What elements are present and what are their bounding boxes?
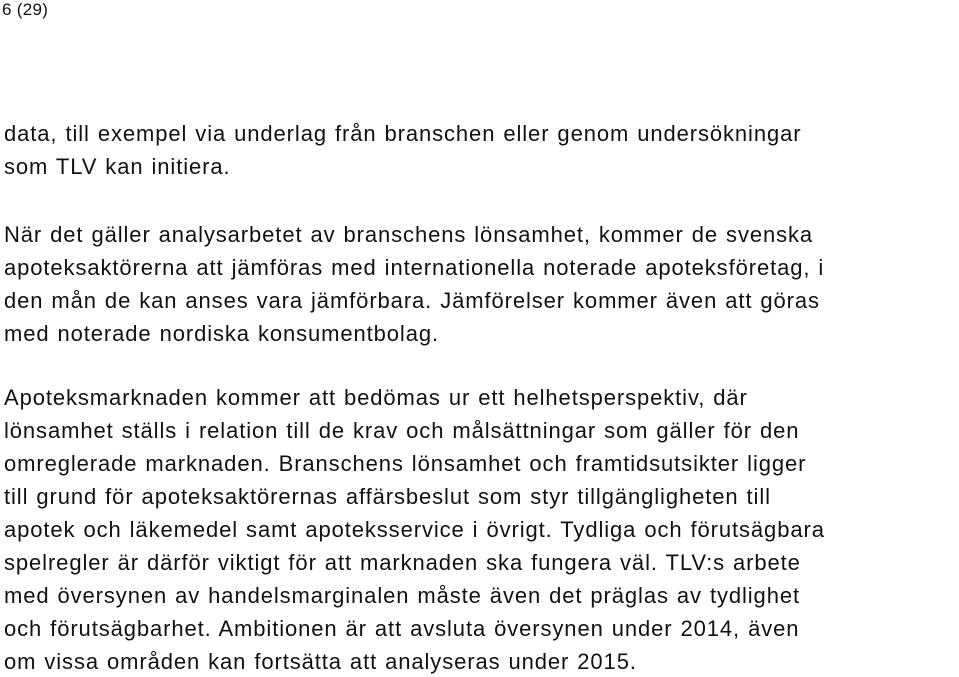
paragraph-line: som TLV kan initiera. <box>4 154 231 179</box>
paragraph-line: med noterade nordiska konsumentbolag. <box>4 321 439 346</box>
paragraph-line: den mån de kan anses vara jämförbara. Jämförelser kommer även att göras <box>4 288 820 313</box>
paragraph-line: apotek och läkemedel samt apoteksservice i övrigt. Tydliga och förutsägbara <box>4 517 825 542</box>
paragraph-line: Apoteksmarknaden kommer att bedömas ur ett helhetsperspektiv, där <box>4 385 748 410</box>
paragraph-line: till grund för apoteksaktörernas affärsbeslut som styr tillgängligheten till <box>4 484 771 509</box>
page-number: 6 (29) <box>2 0 49 19</box>
paragraph-line: När det gäller analysarbetet av branschens lönsamhet, kommer de svenska <box>4 222 814 247</box>
paragraph-line: med översynen av handelsmarginalen måste även det präglas av tydlighet <box>4 583 800 608</box>
paragraph-line: spelregler är därför viktigt för att marknaden ska fungera väl. TLV:s arbete <box>4 550 801 575</box>
paragraph-line: om vissa områden kan fortsätta att analyseras under 2015. <box>4 649 637 674</box>
paragraph-line: apoteksaktörerna att jämföras med internationella noterade apoteksföretag, i <box>4 255 825 280</box>
paragraph-line: data, till exempel via underlag från branschen eller genom undersökningar <box>4 121 802 146</box>
paragraph-line: och förutsägbarhet. Ambitionen är att avsluta översynen under 2014, även <box>4 616 800 641</box>
paragraph-line: lönsamhet ställs i relation till de krav och målsättningar som gäller för den <box>4 418 800 443</box>
paragraph-line: omreglerade marknaden. Branschens lönsamhet och framtidsutsikter ligger <box>4 451 807 476</box>
